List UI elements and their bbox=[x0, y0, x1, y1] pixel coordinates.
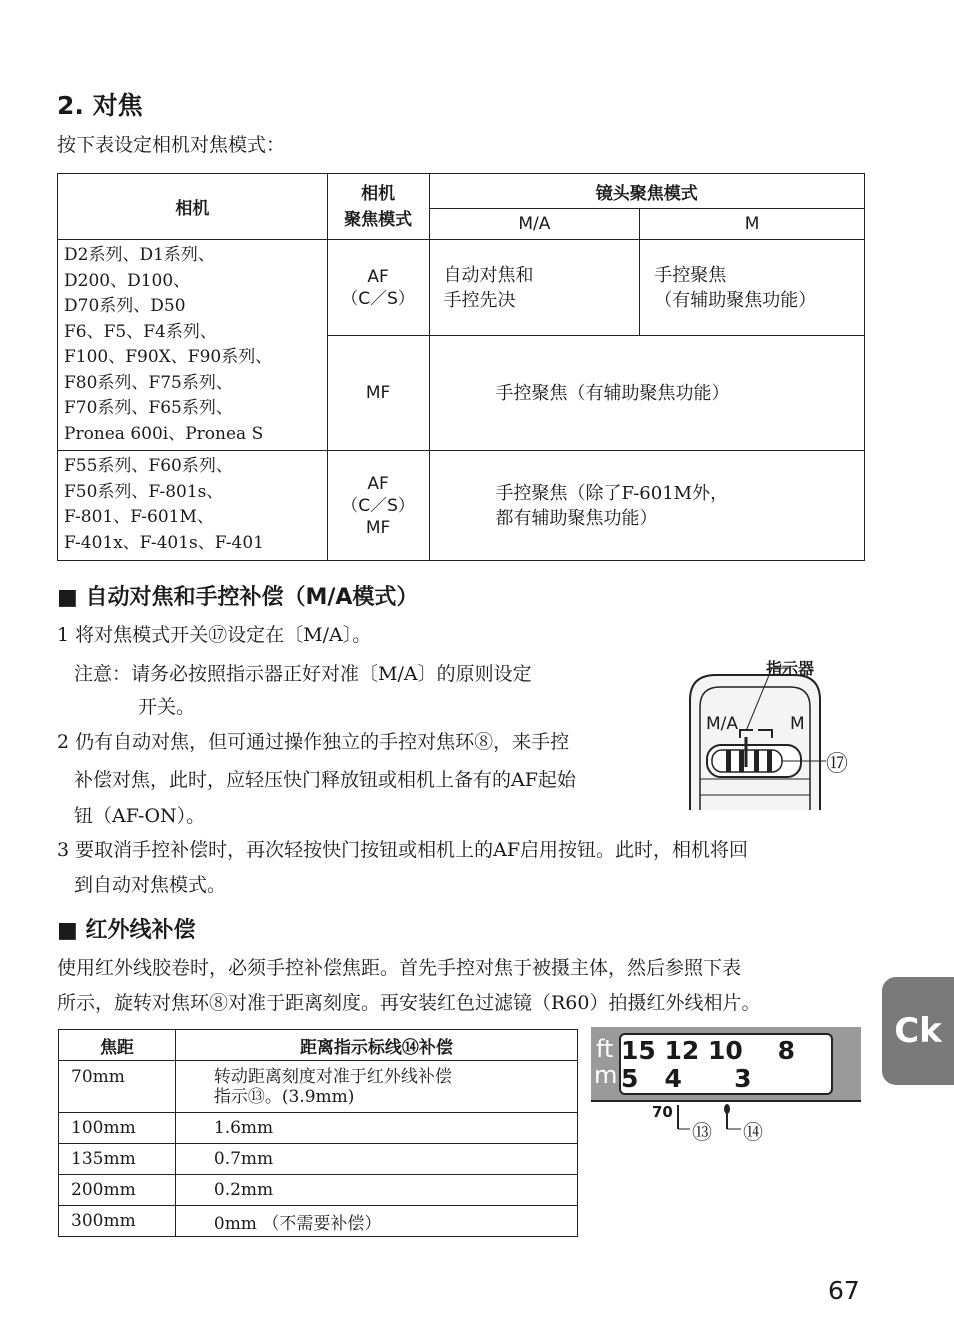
af-mode-cell bbox=[327, 240, 429, 336]
camera-group-1 bbox=[58, 240, 328, 451]
header-mode-line: 相机 bbox=[361, 183, 396, 204]
comp-cell: 0mm （不需要补偿） bbox=[175, 1206, 577, 1237]
section-tab: Ck bbox=[882, 977, 954, 1085]
scale-indicators bbox=[591, 1027, 863, 1147]
desc-line: 手控先决 bbox=[443, 289, 516, 311]
camera-line: F55系列、F60系列、 bbox=[64, 456, 233, 476]
camera-line: F80系列、F75系列、 bbox=[64, 372, 233, 393]
mf-desc-cell: 手控聚焦（有辅助聚焦功能） bbox=[429, 336, 864, 451]
switch-m-label: M bbox=[790, 714, 805, 734]
header-mode-line: 聚焦模式 bbox=[344, 209, 413, 230]
camera-line: F-801、F-601M、 bbox=[64, 507, 214, 527]
scale-m-label: m bbox=[594, 1061, 618, 1089]
ma-step-2-line-1: 2 仍有自动对焦，但可通过操作独立的手控对焦环⑧，来手控 bbox=[57, 731, 570, 753]
focal-cell: 70mm bbox=[59, 1061, 176, 1113]
ma-step-3-line-2: 到自动对焦模式。 bbox=[74, 874, 227, 896]
callout-13: ⑬ bbox=[692, 1120, 712, 1144]
mode-line: （C／S） bbox=[341, 288, 415, 309]
section-heading: 2. 对焦 bbox=[57, 91, 143, 120]
focus-switch-figure bbox=[686, 655, 866, 810]
comp-line: 转动距离刻度对准于红外线补偿 bbox=[213, 1066, 452, 1087]
header-compensation: 距离指示标线⑭补偿 bbox=[175, 1030, 577, 1061]
camera-group-2 bbox=[58, 451, 328, 561]
mode-line: MF bbox=[365, 517, 391, 538]
g2-mode-cell bbox=[327, 451, 429, 561]
camera-line: Pronea 600i、Pronea S bbox=[64, 423, 264, 444]
camera-line: F50系列、F-801s、 bbox=[64, 481, 224, 502]
mode-line: （C／S） bbox=[341, 495, 415, 516]
desc-line: 手控聚焦 bbox=[654, 264, 727, 286]
focus-mode-table bbox=[57, 173, 865, 561]
ir-body-line-1: 使用红外线胶卷时，必须手控补偿焦距。首先手控对焦于被摄主体，然后参照下表 bbox=[57, 957, 742, 979]
comp-cell: 1.6mm bbox=[175, 1113, 577, 1144]
scale-m-values: 5 4 3 bbox=[621, 1064, 752, 1093]
ma-section-title: ■ 自动对焦和手控补偿（M/A模式） bbox=[57, 585, 419, 610]
mf-mode-cell: MF bbox=[327, 336, 429, 451]
ma-step-2-line-3: 钮（AF-ON）。 bbox=[74, 805, 206, 827]
ma-step-2-line-2: 补偿对焦，此时，应轻压快门释放钮或相机上备有的AF起始 bbox=[74, 769, 576, 791]
focal-cell: 135mm bbox=[59, 1144, 176, 1175]
header-focal-length: 焦距 bbox=[59, 1030, 176, 1061]
ma-step-3-line-1: 3 要取消手控补偿时，再次轻按快门按钮或相机上的AF启用按钮。此时，相机将回 bbox=[57, 839, 749, 861]
desc-line: 自动对焦和 bbox=[443, 264, 534, 286]
ir-section-title: ■ 红外线补偿 bbox=[57, 918, 196, 943]
header-lens-mode: 镜头聚焦模式 bbox=[429, 174, 864, 209]
camera-line: F-401x、F-401s、F-401 bbox=[64, 532, 264, 553]
callout-17: ⑰ bbox=[826, 752, 849, 777]
ma-note-line-1: 注意：请务必按照指示器正好对准〔M/A〕的原则设定 bbox=[74, 663, 532, 685]
callout-14: ⑭ bbox=[743, 1120, 763, 1144]
header-camera: 相机 bbox=[58, 174, 328, 240]
desc-line: 都有辅助聚焦功能） bbox=[495, 507, 658, 529]
camera-line: F100、F90X、F90系列、 bbox=[64, 347, 273, 367]
camera-line: D200、D100、 bbox=[64, 270, 191, 291]
camera-line: F6、F5、F4系列、 bbox=[64, 321, 217, 342]
focal-cell: 200mm bbox=[59, 1175, 176, 1206]
camera-line: D70系列、D50 bbox=[64, 296, 186, 316]
header-ma: M/A bbox=[429, 209, 640, 240]
scale-ft-label: ft bbox=[596, 1035, 614, 1063]
ma-step-1: 1 将对焦模式开关⑰设定在〔M/A〕。 bbox=[57, 624, 372, 646]
ir-compensation-table bbox=[58, 1029, 578, 1237]
mode-line: AF bbox=[367, 473, 389, 494]
distance-scale-figure bbox=[591, 1027, 863, 1147]
comp-line: 指示⑬。(3.9mm) bbox=[213, 1086, 355, 1107]
af-ma-cell bbox=[429, 240, 640, 336]
desc-line: （有辅助聚焦功能） bbox=[654, 289, 817, 311]
intro-text: 按下表设定相机对焦模式： bbox=[57, 134, 286, 156]
camera-line: D2系列、D1系列、 bbox=[64, 245, 215, 265]
switch-ma-label: M/A bbox=[706, 714, 739, 734]
focal-cell: 100mm bbox=[59, 1113, 176, 1144]
ma-note-line-2: 开关。 bbox=[138, 696, 196, 718]
camera-line: F70系列、F65系列、 bbox=[64, 398, 233, 418]
g2-desc-cell bbox=[429, 451, 864, 561]
ir-body-line-2: 所示，旋转对焦环⑧对准于距离刻度。再安装红色过滤镜（R60）拍摄红外线相片。 bbox=[57, 992, 761, 1014]
scale-focal-label: 70 bbox=[652, 1103, 673, 1121]
header-m: M bbox=[640, 209, 865, 240]
focal-cell: 300mm bbox=[59, 1206, 176, 1237]
desc-line: 手控聚焦（除了F-601M外， bbox=[495, 482, 729, 504]
comp-cell: 0.7mm bbox=[175, 1144, 577, 1175]
comp-cell bbox=[175, 1061, 577, 1113]
scale-ft-values: 15 12 10 8 bbox=[621, 1036, 795, 1065]
indicator-label: 指示器 bbox=[766, 659, 815, 678]
af-m-cell bbox=[640, 240, 865, 336]
mode-line: AF bbox=[367, 266, 389, 287]
comp-cell: 0.2mm bbox=[175, 1175, 577, 1206]
page-number: 67 bbox=[828, 1276, 860, 1305]
header-camera-focus-mode bbox=[327, 174, 429, 240]
